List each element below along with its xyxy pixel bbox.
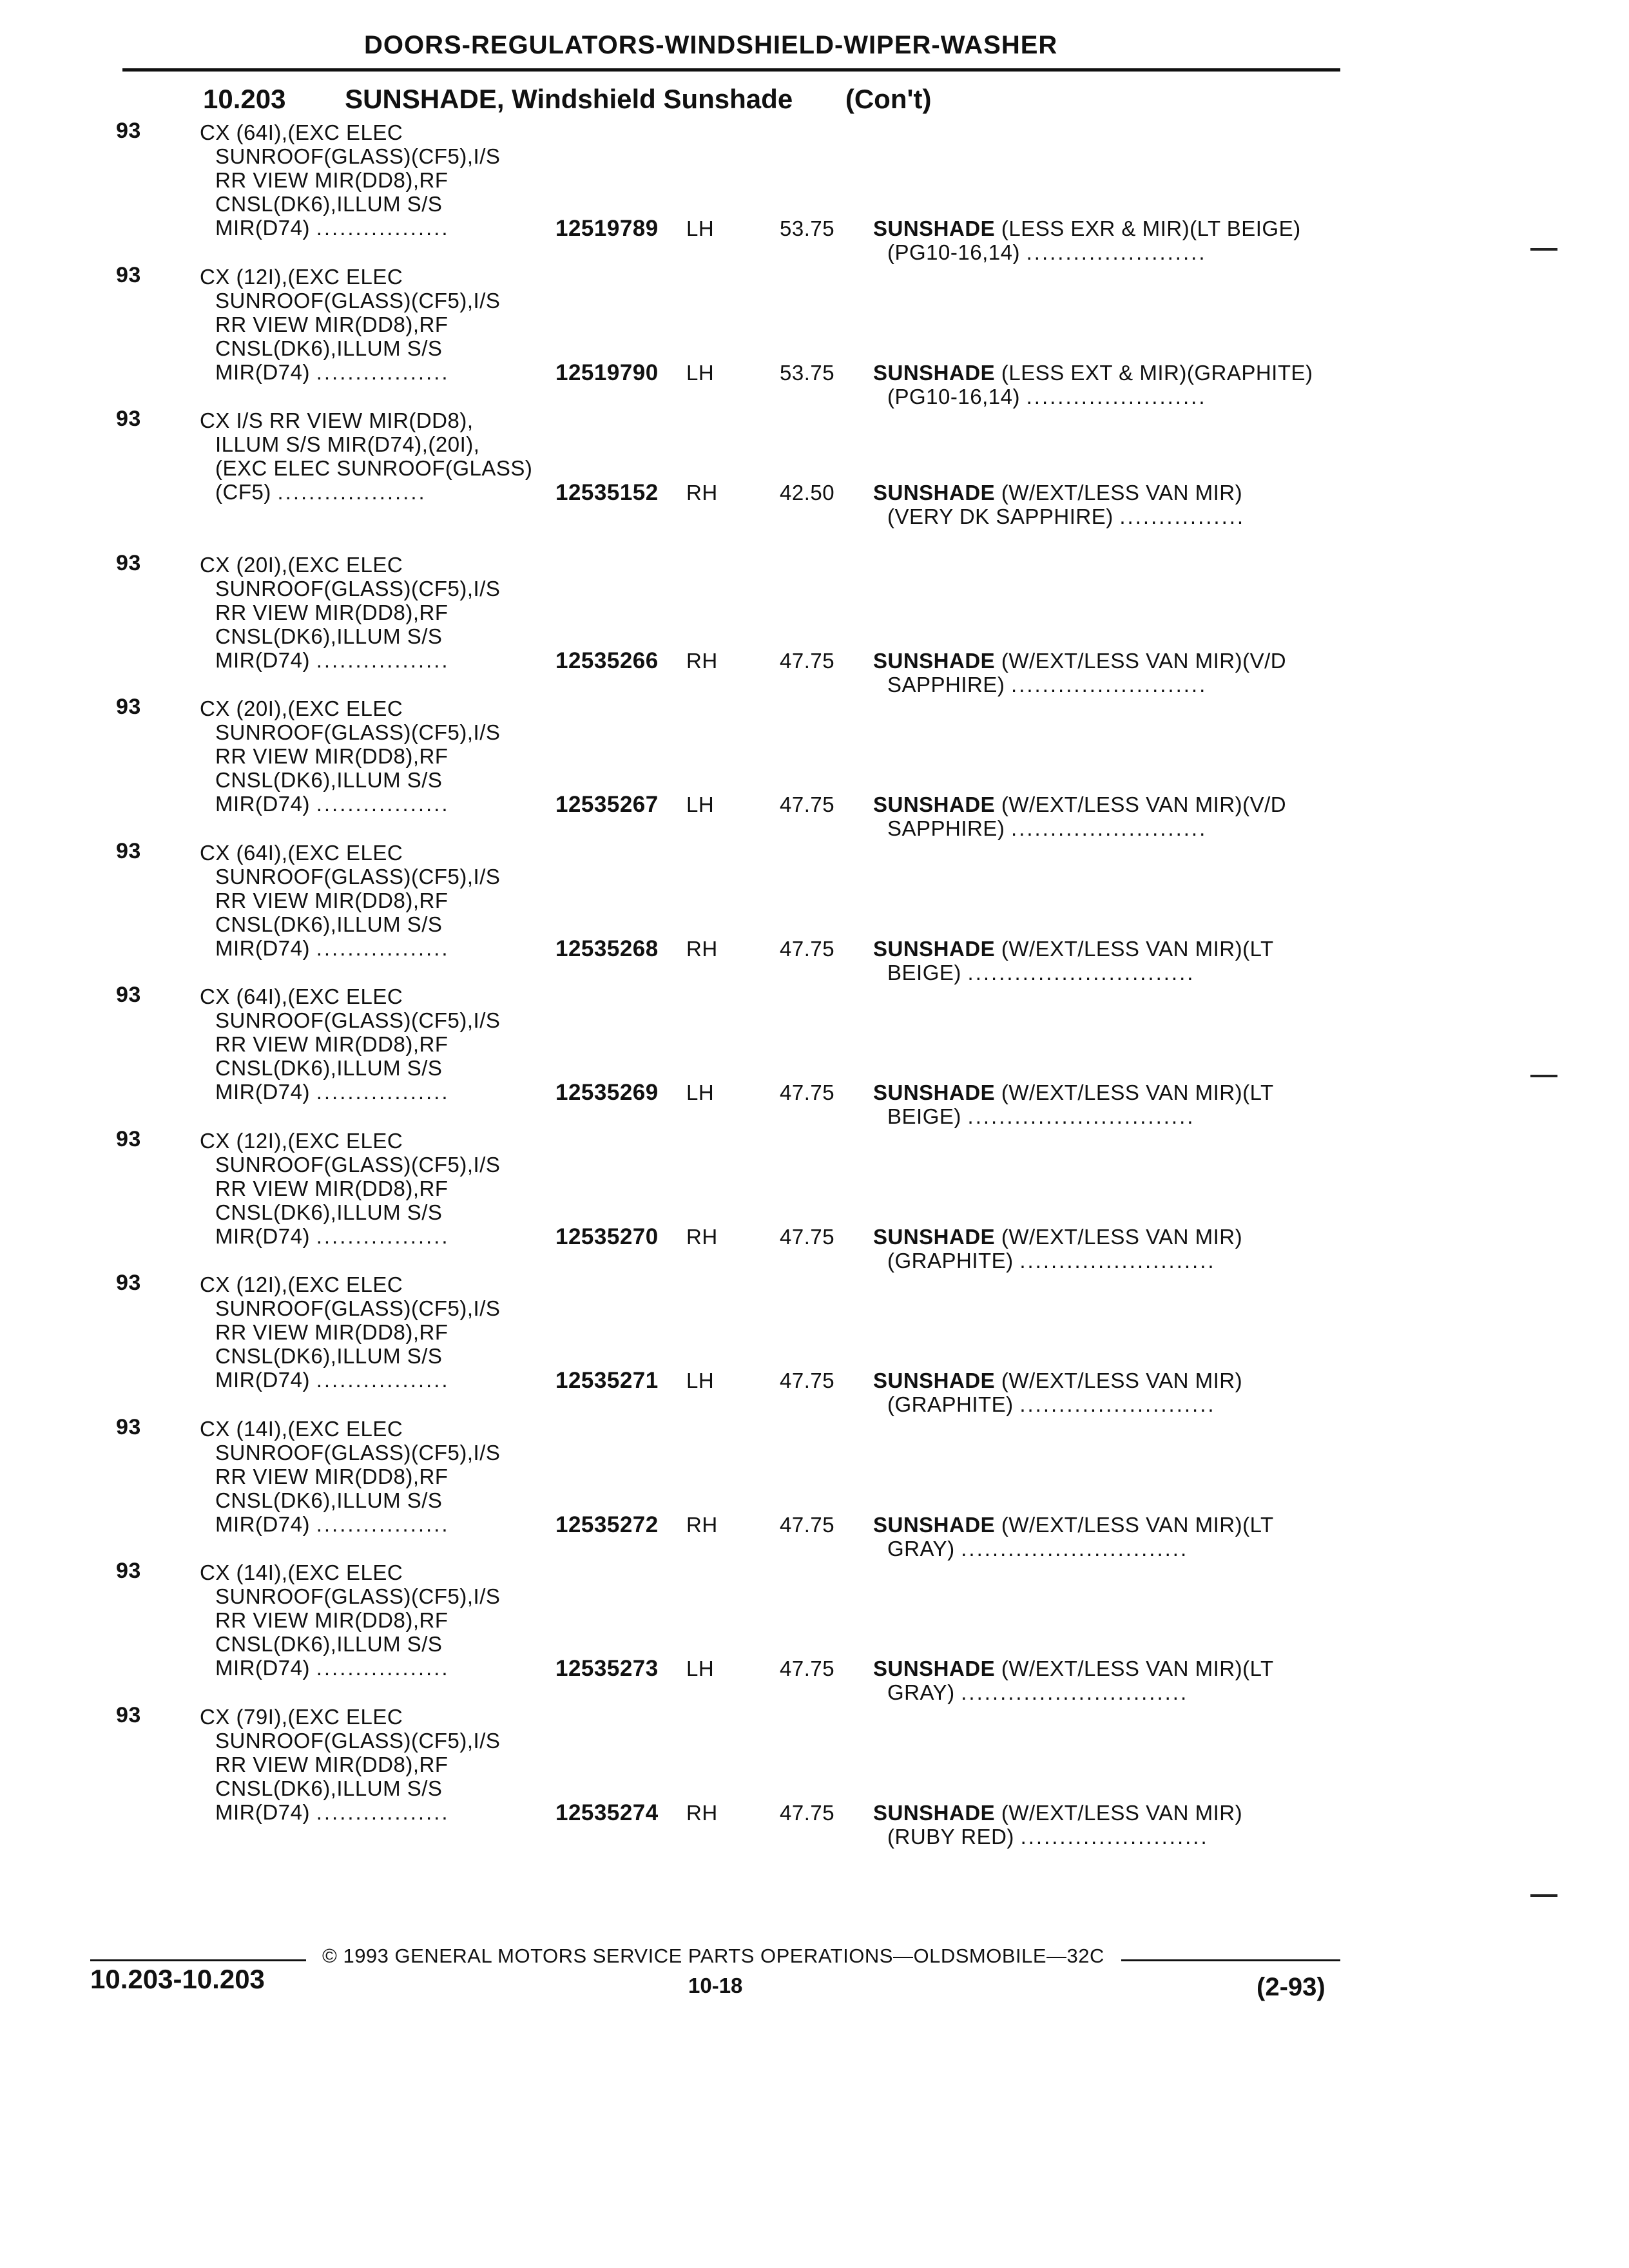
part-entry (0, 983, 1629, 1128)
description-line: CX (12I),(EXC ELEC (200, 1128, 403, 1153)
part-note (873, 1369, 1337, 1416)
description-line: CX (14I),(EXC ELEC (200, 1561, 403, 1584)
description-line: SUNROOF(GLASS)(CF5),I/S (215, 1008, 501, 1032)
side-indicator: RH (686, 1224, 718, 1249)
description-line: SUNROOF(GLASS)(CF5),I/S (215, 1440, 501, 1465)
leader-dots: ................. (316, 1368, 450, 1392)
part-entry (0, 1128, 1629, 1273)
side-indicator: RH (686, 648, 718, 673)
part-note (873, 793, 1337, 840)
description-line: CX (79I),(EXC ELEC (200, 1704, 403, 1729)
leader-dots: ......................... (1011, 816, 1208, 840)
leader-dots: ................... (277, 480, 427, 504)
note-line (873, 1081, 1337, 1104)
description-line: CX I/S RR VIEW MIR(DD8), (200, 408, 474, 432)
leader-dots: ................. (316, 1656, 450, 1680)
part-note (873, 216, 1337, 264)
description-line: CX (20I),(EXC ELEC (200, 552, 403, 577)
note-line (873, 673, 1337, 697)
section-continued: (Con't) (845, 84, 932, 114)
description-line: CX (20I),(EXC ELEC (200, 697, 403, 720)
description-line: CX (14I),(EXC ELEC (200, 1416, 403, 1441)
description-line: CX (64I),(EXC ELEC (200, 120, 403, 144)
leader-dots: ............................. (967, 1104, 1195, 1128)
description-line: SUNROOF(GLASS)(CF5),I/S (215, 1296, 501, 1320)
description-line: RR VIEW MIR(DD8),RF (215, 744, 448, 768)
part-number: 12535272 (555, 1512, 659, 1537)
part-number: 12535270 (555, 1224, 659, 1249)
description-line: SUNROOF(GLASS)(CF5),I/S (215, 1152, 501, 1177)
description-text: MIR(D74) (215, 792, 311, 816)
note-qualifier: (W/EXT/LESS VAN MIR) (995, 1224, 1243, 1249)
note-line (873, 216, 1337, 240)
margin-mark (1530, 1894, 1557, 1897)
model-code: 93 (116, 1414, 141, 1439)
note-line (873, 1513, 1337, 1537)
note-line (873, 1657, 1337, 1680)
note-continuation: (VERY DK SAPPHIRE) (887, 505, 1113, 528)
price: 47.75 (780, 1800, 835, 1825)
part-note (873, 1657, 1337, 1704)
description-text: MIR(D74) (215, 648, 311, 672)
margin-mark (1530, 248, 1557, 251)
model-code: 93 (116, 1271, 141, 1295)
part-note (873, 361, 1337, 408)
description-text: MIR(D74) (215, 1656, 311, 1680)
leader-dots: ........................ (1020, 1824, 1209, 1849)
note-line (873, 505, 1337, 528)
note-line (873, 1680, 1337, 1704)
note-line (873, 481, 1337, 505)
note-line (873, 1537, 1337, 1561)
description-line: RR VIEW MIR(DD8),RF (215, 1464, 448, 1488)
price: 53.75 (780, 216, 835, 240)
part-note (873, 481, 1337, 528)
description-line: CNSL(DK6),ILLUM S/S (215, 1488, 443, 1512)
description-text: MIR(D74) (215, 936, 311, 960)
note-line (873, 649, 1337, 673)
note-continuation: SAPPHIRE) (887, 672, 1005, 697)
price: 47.75 (780, 1224, 835, 1249)
note-line (873, 385, 1337, 408)
description-line: SUNROOF(GLASS)(CF5),I/S (215, 144, 501, 168)
part-number: 12519789 (555, 216, 659, 241)
description-line: SUNROOF(GLASS)(CF5),I/S (215, 288, 501, 312)
note-part-name: SUNSHADE (873, 481, 996, 505)
note-qualifier: (W/EXT/LESS VAN MIR) (995, 481, 1243, 505)
note-qualifier: (W/EXT/LESS VAN MIR)(LT (995, 1081, 1274, 1104)
note-line (873, 240, 1337, 264)
note-qualifier: (LESS EXR & MIR)(LT BEIGE) (995, 216, 1301, 240)
description-line: CNSL(DK6),ILLUM S/S (215, 1344, 443, 1368)
description-line: ILLUM S/S MIR(D74),(20I), (215, 432, 480, 456)
part-number: 12519790 (555, 360, 659, 385)
note-qualifier: (LESS EXT & MIR)(GRAPHITE) (995, 360, 1313, 385)
description-line: CNSL(DK6),ILLUM S/S (215, 1200, 443, 1224)
description-line: CX (64I),(EXC ELEC (200, 840, 403, 865)
leader-dots: ......................... (1019, 1392, 1216, 1416)
side-indicator: LH (686, 1369, 715, 1392)
margin-mark (1530, 1075, 1557, 1077)
leader-dots: ................. (316, 792, 450, 816)
note-continuation: GRAY) (887, 1536, 955, 1561)
note-continuation: (GRAPHITE) (887, 1392, 1014, 1416)
leader-dots: ................. (316, 1512, 450, 1536)
note-part-name: SUNSHADE (873, 1512, 996, 1537)
page-header-title: DOORS-REGULATORS-WINDSHIELD-WIPER-WASHER (364, 31, 1058, 59)
part-note (873, 1513, 1337, 1561)
note-qualifier: (W/EXT/LESS VAN MIR)(V/D (995, 793, 1287, 816)
note-line (873, 1369, 1337, 1392)
part-number: 12535152 (555, 480, 659, 505)
description-text: MIR(D74) (215, 1512, 311, 1536)
note-line (873, 937, 1337, 961)
part-entry (0, 1559, 1629, 1704)
section-title (203, 84, 931, 115)
side-indicator: RH (686, 1800, 718, 1825)
note-line (873, 361, 1337, 385)
leader-dots: ................. (316, 360, 450, 384)
part-note (873, 1801, 1337, 1849)
footer-section-range: 10.203-10.203 (90, 1964, 265, 1994)
description-line: SUNROOF(GLASS)(CF5),I/S (215, 720, 501, 744)
leader-dots: ................. (316, 936, 450, 960)
description-line: CX (64I),(EXC ELEC (200, 985, 403, 1008)
description-line: CX (12I),(EXC ELEC (200, 264, 403, 289)
description-line: SUNROOF(GLASS)(CF5),I/S (215, 1728, 501, 1753)
description-line: CNSL(DK6),ILLUM S/S (215, 1632, 443, 1656)
description-line: CNSL(DK6),ILLUM S/S (215, 1776, 443, 1800)
price: 47.75 (780, 1081, 835, 1104)
description-line: CX (12I),(EXC ELEC (200, 1273, 403, 1296)
price: 47.75 (780, 1369, 835, 1392)
part-entry (0, 840, 1629, 985)
description-line: RR VIEW MIR(DD8),RF (215, 1752, 448, 1776)
note-continuation: (GRAPHITE) (887, 1248, 1014, 1273)
description-line: CNSL(DK6),ILLUM S/S (215, 1056, 443, 1080)
leader-dots: ............................. (967, 960, 1195, 985)
part-note (873, 649, 1337, 697)
description-line: RR VIEW MIR(DD8),RF (215, 1320, 448, 1344)
description-line: CNSL(DK6),ILLUM S/S (215, 912, 443, 936)
note-part-name: SUNSHADE (873, 1369, 996, 1392)
description-line: SUNROOF(GLASS)(CF5),I/S (215, 1584, 501, 1608)
part-number: 12535268 (555, 936, 659, 961)
footer-copyright: © 1993 GENERAL MOTORS SERVICE PARTS OPERATIONS—OLDSMOBILE—32C (322, 1945, 1104, 1967)
leader-dots: ................. (316, 1080, 450, 1104)
side-indicator: LH (686, 216, 715, 240)
side-indicator: RH (686, 1512, 718, 1537)
note-line (873, 1104, 1337, 1128)
model-code: 93 (116, 983, 141, 1007)
note-line (873, 961, 1337, 985)
part-entry (0, 1704, 1629, 1849)
note-part-name: SUNSHADE (873, 648, 996, 673)
model-code: 93 (116, 1702, 141, 1727)
note-continuation: (RUBY RED) (887, 1824, 1014, 1849)
part-number: 12535271 (555, 1368, 659, 1393)
note-part-name: SUNSHADE (873, 1081, 996, 1104)
note-line (873, 816, 1337, 840)
part-entry (0, 264, 1629, 408)
leader-dots: ............................. (961, 1536, 1189, 1561)
note-part-name: SUNSHADE (873, 1657, 996, 1680)
note-part-name: SUNSHADE (873, 936, 996, 961)
note-part-name: SUNSHADE (873, 1224, 996, 1249)
model-code: 93 (116, 262, 141, 287)
leader-dots: ......................... (1011, 672, 1208, 697)
part-number: 12535273 (555, 1656, 659, 1681)
part-entry (0, 407, 1629, 552)
description-line: RR VIEW MIR(DD8),RF (215, 168, 448, 192)
side-indicator: LH (686, 793, 715, 816)
note-line (873, 793, 1337, 816)
note-line (873, 1825, 1337, 1849)
part-entry (0, 1271, 1629, 1416)
note-continuation: (PG10-16,14) (887, 384, 1020, 408)
price: 47.75 (780, 1657, 835, 1680)
model-code: 93 (116, 550, 141, 575)
part-entry (0, 1416, 1629, 1561)
model-code: 93 (116, 407, 141, 431)
part-entry (0, 695, 1629, 840)
description-text: MIR(D74) (215, 216, 311, 240)
leader-dots: ................. (316, 1224, 450, 1248)
part-entry (0, 552, 1629, 697)
leader-dots: ......................... (1019, 1248, 1216, 1273)
note-part-name: SUNSHADE (873, 793, 996, 816)
leader-dots: ................. (316, 216, 450, 240)
part-number: 12535266 (555, 648, 659, 673)
leader-dots: ................. (316, 1800, 450, 1824)
part-note (873, 1081, 1337, 1128)
note-line (873, 1392, 1337, 1416)
description-line: RR VIEW MIR(DD8),RF (215, 1608, 448, 1632)
part-entry (0, 119, 1629, 264)
description-text: MIR(D74) (215, 1224, 311, 1248)
note-qualifier: (W/EXT/LESS VAN MIR)(LT (995, 1512, 1274, 1537)
description-line: RR VIEW MIR(DD8),RF (215, 1032, 448, 1056)
note-continuation: (PG10-16,14) (887, 240, 1020, 264)
model-code: 93 (116, 119, 141, 143)
part-note (873, 1225, 1337, 1273)
price: 53.75 (780, 360, 835, 385)
side-indicator: RH (686, 936, 718, 961)
description-text: MIR(D74) (215, 1800, 311, 1824)
price: 47.75 (780, 1512, 835, 1537)
description-line: RR VIEW MIR(DD8),RF (215, 600, 448, 624)
description-line: RR VIEW MIR(DD8),RF (215, 312, 448, 336)
price: 47.75 (780, 936, 835, 961)
description-line: RR VIEW MIR(DD8),RF (215, 888, 448, 912)
side-indicator: LH (686, 360, 715, 385)
note-qualifier: (W/EXT/LESS VAN MIR)(LT (995, 936, 1274, 961)
leader-dots: ....................... (1026, 384, 1207, 408)
price: 47.75 (780, 793, 835, 816)
side-indicator: LH (686, 1657, 715, 1680)
note-line (873, 1225, 1337, 1249)
note-line (873, 1801, 1337, 1825)
description-line: CNSL(DK6),ILLUM S/S (215, 192, 443, 216)
price: 42.50 (780, 481, 835, 505)
price: 47.75 (780, 648, 835, 673)
description-line: CNSL(DK6),ILLUM S/S (215, 768, 443, 792)
leader-dots: ....................... (1026, 240, 1207, 264)
model-code: 93 (116, 695, 141, 719)
section-name: SUNSHADE, Windshield Sunshade (345, 84, 793, 114)
description-text: MIR(D74) (215, 1080, 311, 1104)
model-code: 93 (116, 1126, 141, 1151)
note-line (873, 1249, 1337, 1273)
note-qualifier: (W/EXT/LESS VAN MIR)(LT (995, 1657, 1274, 1680)
description-line: (EXC ELEC SUNROOF(GLASS) (215, 456, 533, 480)
footer-rule-right (1121, 1959, 1340, 1961)
description-line: CNSL(DK6),ILLUM S/S (215, 336, 443, 360)
note-part-name: SUNSHADE (873, 360, 996, 385)
description-line: SUNROOF(GLASS)(CF5),I/S (215, 576, 501, 601)
note-continuation: GRAY) (887, 1680, 955, 1704)
note-qualifier: (W/EXT/LESS VAN MIR) (995, 1800, 1243, 1825)
description-text: MIR(D74) (215, 1368, 311, 1392)
description-text: MIR(D74) (215, 360, 311, 384)
side-indicator: LH (686, 1081, 715, 1104)
model-code: 93 (116, 1559, 141, 1583)
note-continuation: BEIGE) (887, 1104, 961, 1128)
note-continuation: SAPPHIRE) (887, 816, 1005, 840)
part-number: 12535269 (555, 1080, 659, 1105)
description-line: CNSL(DK6),ILLUM S/S (215, 624, 443, 648)
leader-dots: ................ (1119, 505, 1246, 528)
note-continuation: BEIGE) (887, 960, 961, 985)
side-indicator: RH (686, 481, 718, 505)
note-qualifier: (W/EXT/LESS VAN MIR) (995, 1369, 1243, 1392)
part-note (873, 937, 1337, 985)
note-part-name: SUNSHADE (873, 1800, 996, 1825)
part-number: 12535274 (555, 1800, 659, 1825)
footer-page-number: 10-18 (688, 1974, 743, 1997)
leader-dots: ................. (316, 648, 450, 672)
footer-rule-left (90, 1959, 306, 1961)
note-qualifier: (W/EXT/LESS VAN MIR)(V/D (995, 648, 1287, 673)
note-part-name: SUNSHADE (873, 216, 996, 240)
description-line: RR VIEW MIR(DD8),RF (215, 1176, 448, 1200)
section-number: 10.203 (203, 84, 286, 114)
description-text: (CF5) (215, 480, 271, 504)
footer-date-code: (2-93) (1257, 1973, 1325, 2001)
leader-dots: ............................. (961, 1680, 1189, 1704)
model-code: 93 (116, 838, 141, 863)
description-line: SUNROOF(GLASS)(CF5),I/S (215, 864, 501, 889)
part-number: 12535267 (555, 792, 659, 817)
header-rule (122, 68, 1340, 72)
